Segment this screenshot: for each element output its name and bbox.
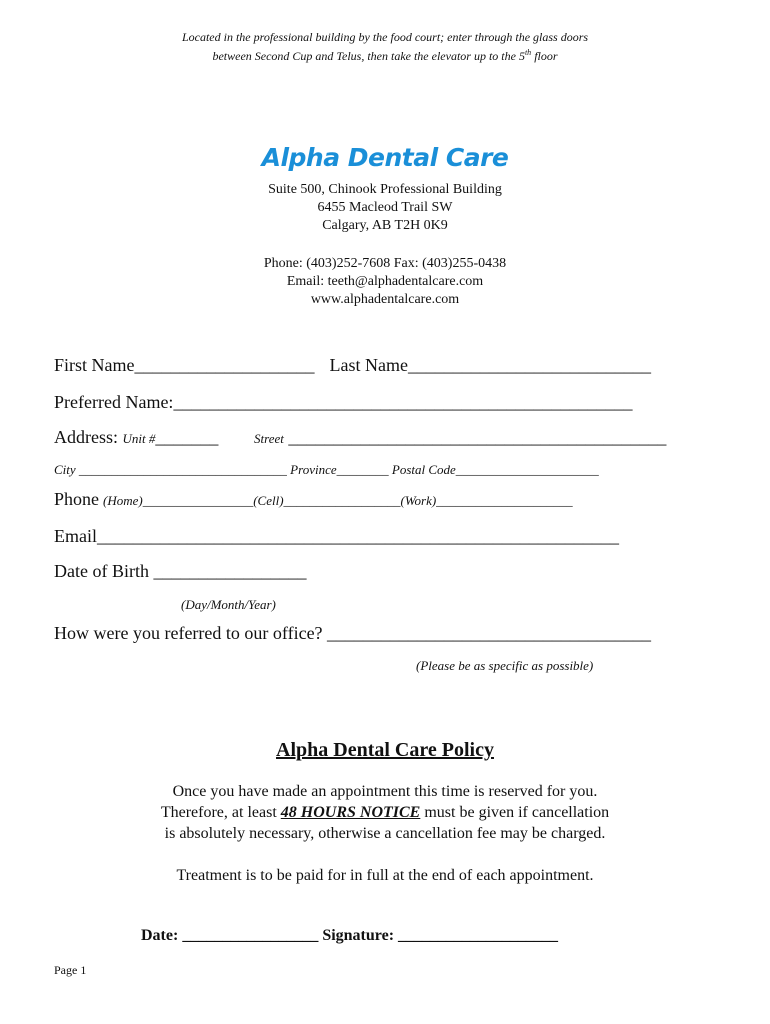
policy-line1: Once you have made an appointment this time is reserved for you. (172, 783, 598, 800)
location-note-line2-text: between Second Cup and Telus, then take the elevator up to the 5 (212, 49, 525, 63)
sign-row (141, 927, 558, 945)
location-note-superscript: th (524, 48, 532, 57)
cell-phone-field[interactable]: __________________ (283, 493, 401, 508)
dob-field[interactable]: _________________ (153, 561, 307, 581)
name-row (54, 355, 651, 376)
policy-line2-start: Therefore, at least (160, 804, 281, 821)
last-name-field[interactable]: ___________________________ (407, 355, 651, 375)
address-line1: Suite 500, Chinook Professional Building (268, 182, 502, 197)
postal-code-label: Postal Code (391, 462, 456, 477)
policy-notice-emphasis: 48 HOURS NOTICE (280, 804, 421, 821)
province-label: Province (290, 462, 337, 477)
last-name-label: Last Name (329, 355, 408, 375)
unit-field[interactable]: _______ (155, 427, 219, 447)
city-row (54, 462, 599, 478)
cell-label: (Cell) (253, 493, 284, 508)
location-note-line1: Located in the professional building by the food court; enter through the glass doors (181, 30, 589, 44)
preferred-name-label: Preferred Name: (54, 392, 174, 412)
street-field[interactable]: __________________________________________ (288, 427, 667, 447)
home-label: (Home) (103, 493, 143, 508)
street-row (254, 427, 666, 448)
email-row (54, 526, 619, 547)
work-phone-field[interactable]: _____________________ (436, 493, 573, 508)
email-field[interactable]: __________________________________________________________ (97, 526, 619, 546)
location-note-line2 (0, 45, 770, 64)
referral-hint: (Please be as specific as possible) (416, 658, 594, 673)
policy-title: Alpha Dental Care Policy (276, 739, 494, 761)
policy-line2-end: must be given if cancellation (420, 804, 610, 821)
preferred-name-field[interactable]: ___________________________________________________ (173, 392, 633, 412)
contact-phone-fax: Phone: (403)252-7608 Fax: (403)255-0438 (263, 256, 507, 271)
date-label: Date: (141, 927, 179, 944)
phone-row (54, 489, 573, 510)
first-name-field[interactable]: ____________________ (134, 355, 315, 375)
contact-email: Email: teeth@alphadentalcare.com (286, 274, 484, 289)
signature-field[interactable]: ____________________ (398, 927, 559, 944)
dob-hint: (Day/Month/Year) (181, 597, 276, 612)
signature-label: Signature: (322, 927, 395, 944)
work-label: (Work) (400, 493, 437, 508)
page-number: Page 1 (54, 963, 87, 977)
postal-code-field[interactable]: ______________________ (455, 462, 599, 477)
referral-row (54, 623, 651, 644)
clinic-logo: Alpha Dental Care (261, 143, 509, 172)
referral-label: How were you referred to our office? (54, 623, 323, 643)
province-field[interactable]: ________ (336, 462, 389, 477)
unit-label: Unit # (122, 431, 156, 446)
contact-website: www.alphadentalcare.com (310, 292, 460, 307)
address-line3: Calgary, AB T2H 0K9 (322, 218, 448, 233)
email-label: Email (54, 526, 97, 546)
address-label: Address: (54, 427, 118, 447)
policy-line2 (0, 802, 770, 823)
home-phone-field[interactable]: _________________ (142, 493, 254, 508)
preferred-name-row (54, 392, 632, 413)
referral-field[interactable]: ____________________________________ (327, 623, 652, 643)
city-field[interactable]: ________________________________ (78, 462, 287, 477)
first-name-label: First Name (54, 355, 135, 375)
policy-line4: Treatment is to be paid for in full at the end of each appointment. (176, 867, 594, 884)
dob-row (54, 561, 306, 582)
location-note-line2-end: floor (531, 49, 558, 63)
city-label: City (54, 462, 76, 477)
address-row (54, 427, 218, 448)
street-label: Street (254, 431, 284, 446)
policy-line3: is absolutely necessary, otherwise a cancellation fee may be charged. (164, 825, 606, 842)
address-line2: 6455 Macleod Trail SW (317, 200, 453, 215)
date-field[interactable]: _________________ (182, 927, 319, 944)
dob-label: Date of Birth (54, 561, 149, 581)
phone-label: Phone (54, 489, 99, 509)
